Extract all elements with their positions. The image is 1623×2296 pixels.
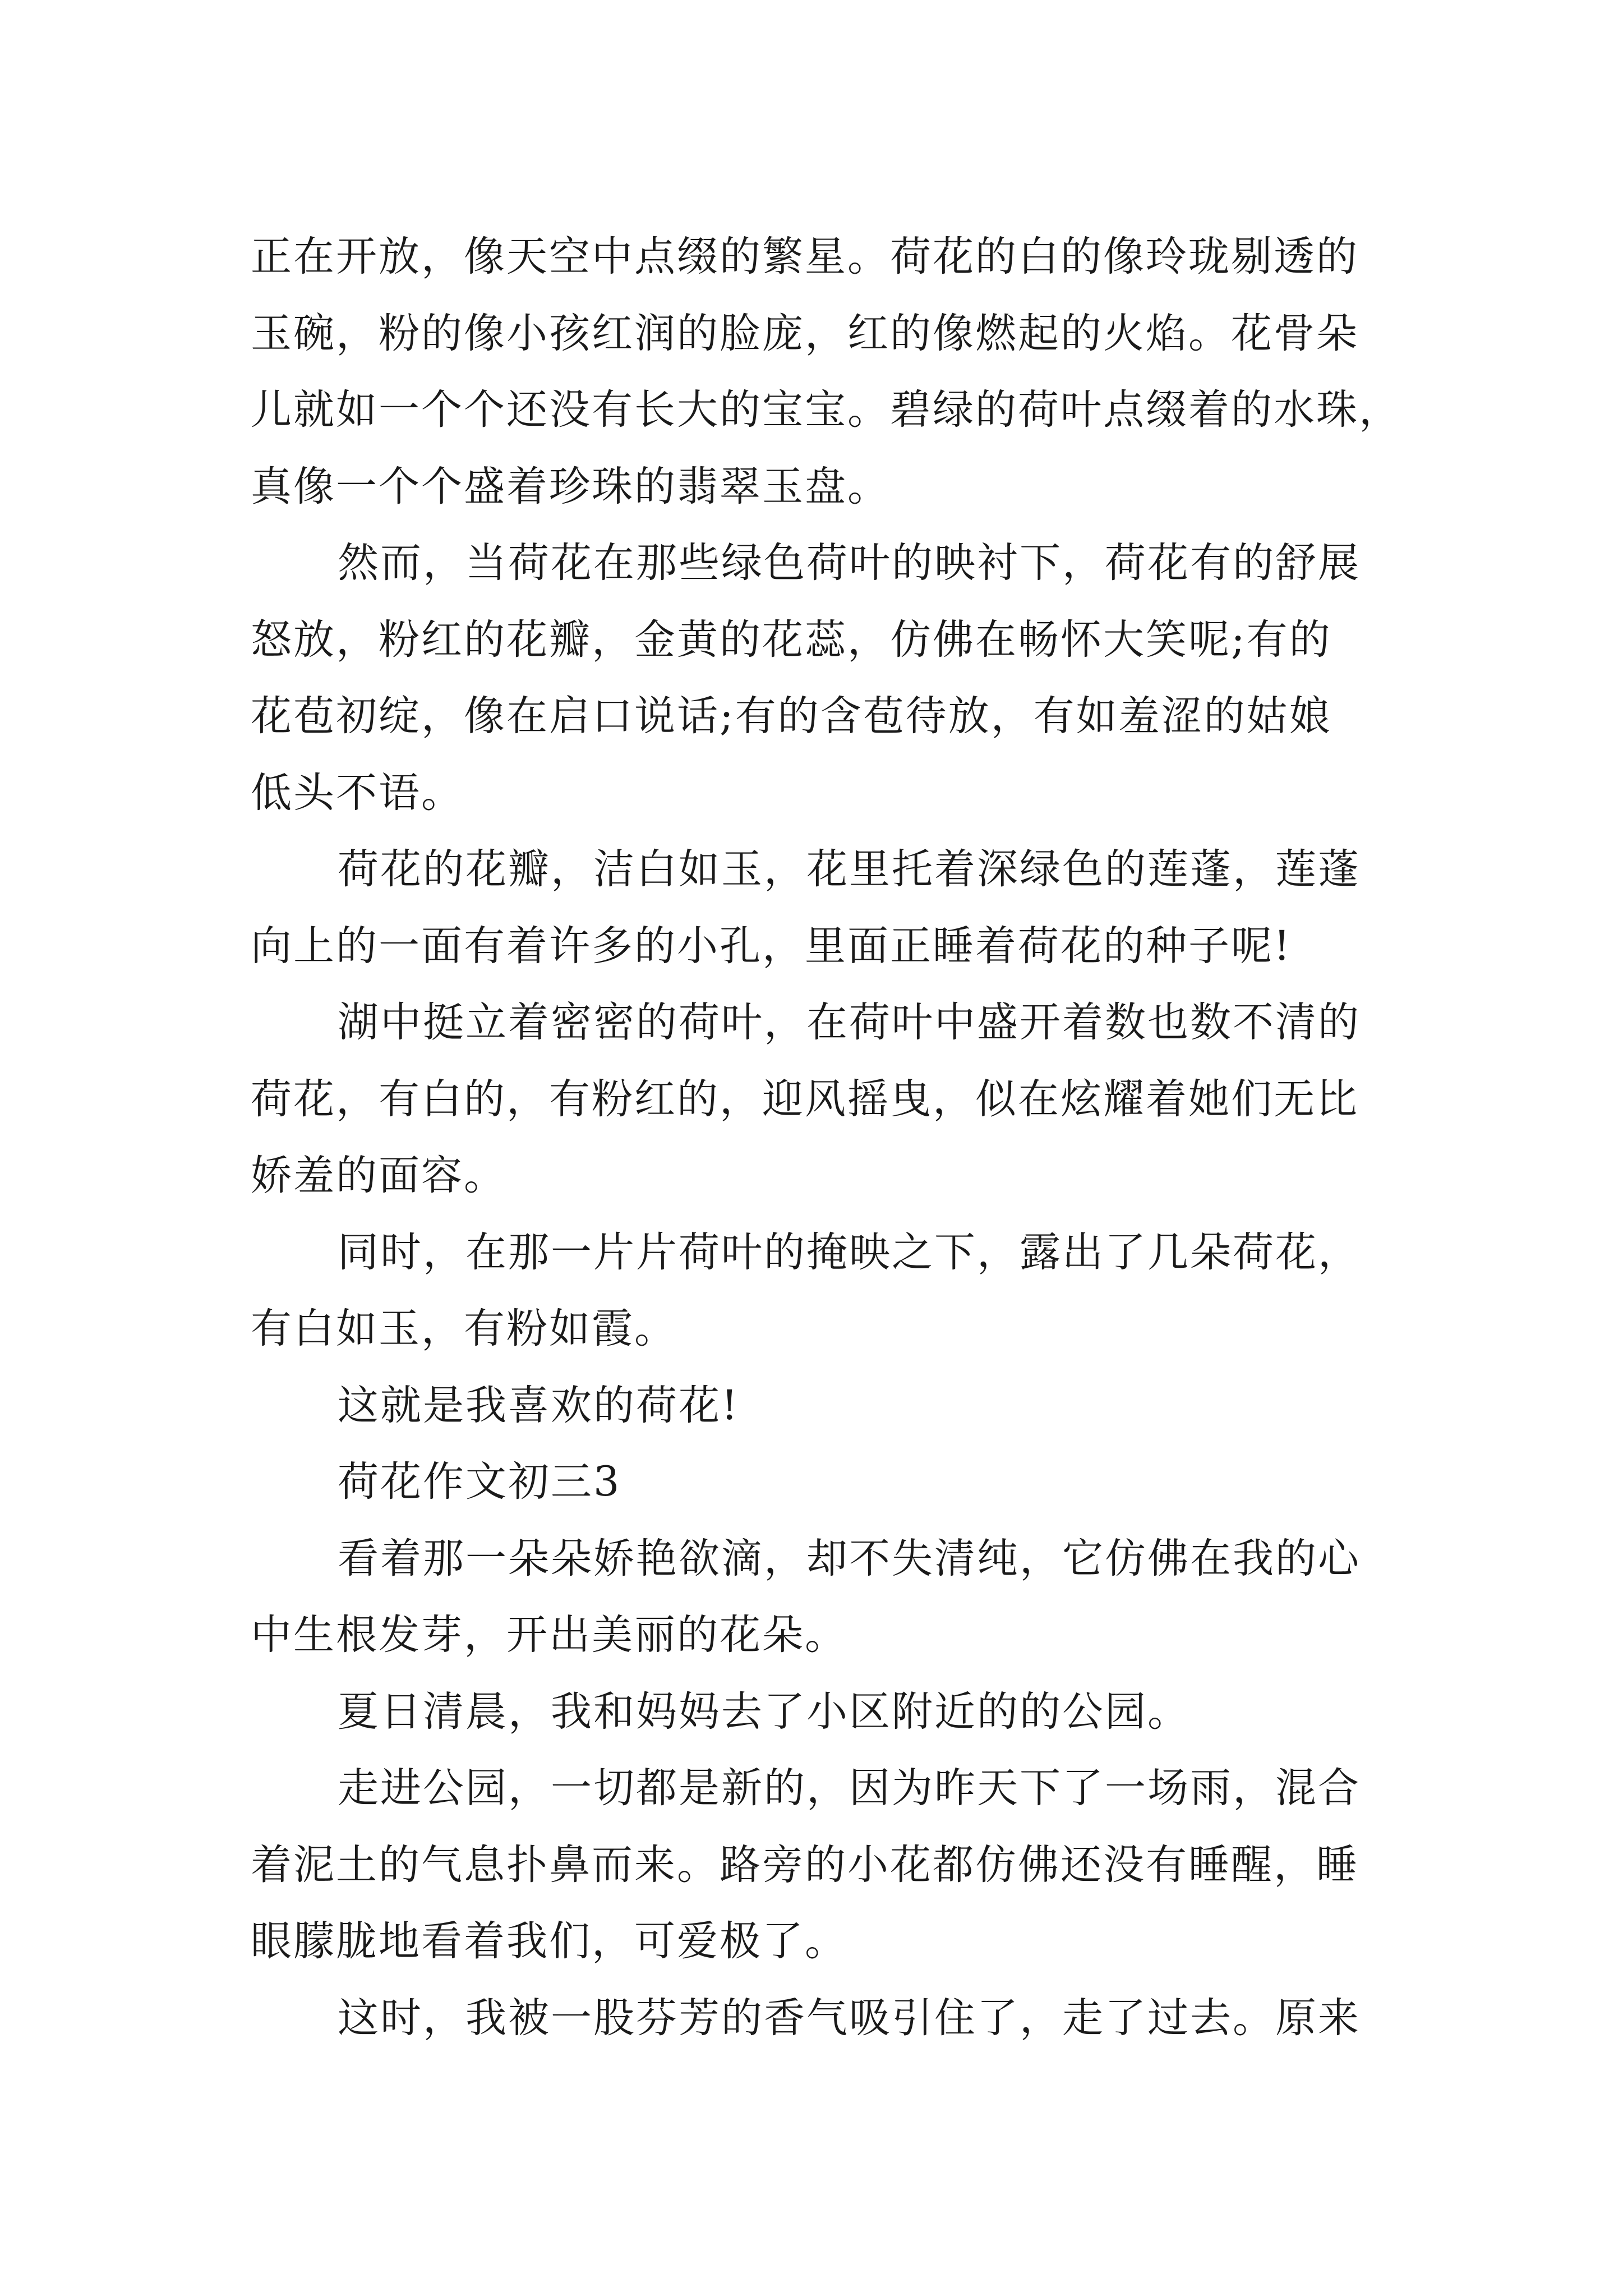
text-line: 眼朦胧地看着我们，可爱极了。 [251, 1917, 847, 1965]
section-heading: 荷花作文初三3 [338, 1458, 621, 1506]
text-line: 着泥土的气息扑鼻而来。路旁的小花都仿佛还没有睡醒，睡 [251, 1841, 1359, 1889]
text-line: 中生根发芽，开出美丽的花朵。 [251, 1611, 847, 1659]
text-line: 走进公园，一切都是新的，因为昨天下了一场雨，混合 [338, 1764, 1361, 1812]
text-line: 怒放，粉红的花瓣，金黄的花蕊，仿佛在畅怀大笑呢;有的 [251, 615, 1332, 664]
text-line: 娇羞的面容。 [251, 1152, 506, 1199]
text-line: 荷花的花瓣，洁白如玉，花里托着深绿色的莲蓬，莲蓬 [338, 845, 1361, 893]
text-line: 有白如玉，有粉如霞。 [251, 1305, 677, 1352]
text-line: 看着那一朵朵娇艳欲滴，却不失清纯，它仿佛在我的心 [338, 1534, 1361, 1582]
text-line: 然而，当荷花在那些绿色荷叶的映衬下，荷花有的舒展 [338, 539, 1361, 587]
text-line: 同时，在那一片片荷叶的掩映之下，露出了几朵荷花， [338, 1228, 1361, 1276]
text-line: 玉碗，粉的像小孩红润的脸庞，红的像燃起的火焰。花骨朵 [251, 309, 1359, 357]
text-line: 正在开放，像天空中点缀的繁星。荷花的白的像玲珑剔透的 [251, 233, 1359, 280]
text-line: 这时，我被一股芬芳的香气吸引住了，走了过去。原来 [338, 1994, 1361, 2042]
text-line: 荷花，有白的，有粉红的，迎风摇曳，似在炫耀着她们无比 [251, 1075, 1359, 1123]
text-line: 向上的一面有着许多的小孔，里面正睡着荷花的种子呢! [251, 922, 1292, 970]
text-line: 真像一个个盛着珍珠的翡翠玉盘。 [251, 462, 890, 510]
text-line: 儿就如一个个还没有长大的宝宝。碧绿的荷叶点缀着的水珠， [251, 386, 1401, 434]
text-line: 花苞初绽，像在启口说话;有的含苞待放，有如羞涩的姑娘 [251, 692, 1332, 740]
text-line: 低头不语。 [251, 769, 464, 817]
essay-text [251, 219, 1440, 2056]
text-line: 这就是我喜欢的荷花! [338, 1381, 740, 1429]
text-line: 湖中挺立着密密的荷叶，在荷叶中盛开着数也数不清的 [338, 999, 1361, 1046]
text-line: 夏日清晨，我和妈妈去了小区附近的的公园。 [338, 1687, 1190, 1736]
